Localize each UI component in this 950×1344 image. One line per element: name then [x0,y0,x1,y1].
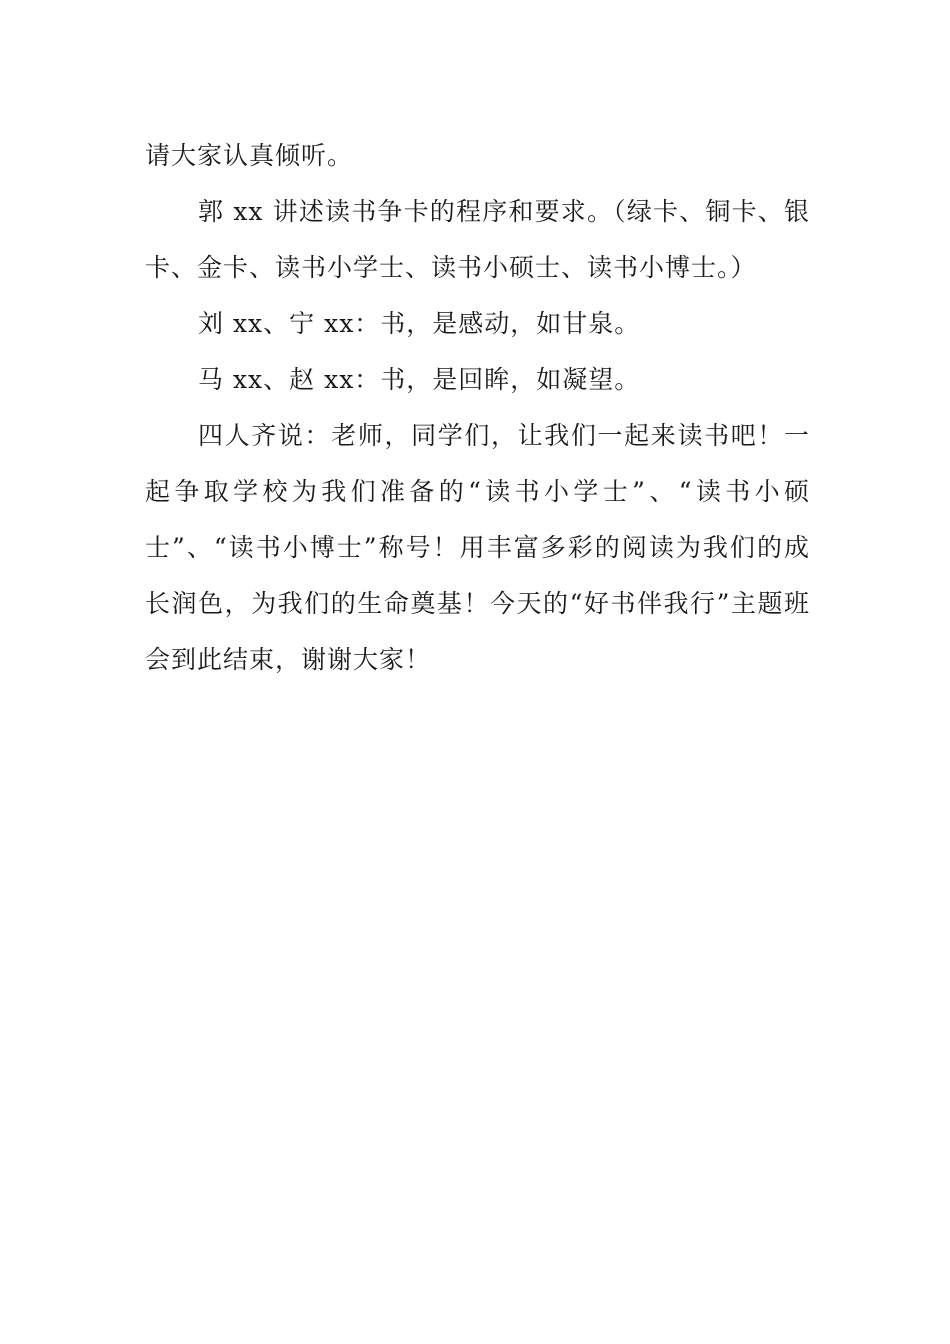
document-body [145,128,810,688]
paragraph-card-rules: 郭 xx 讲述读书争卡的程序和要求。（绿卡、铜卡、银卡、金卡、读书小学士、读书小硕士、读书小博士。） [145,197,810,282]
paragraph-group-closing: 四人齐说：老师，同学们，让我们一起来读书吧！一起争取学校为我们准备的“读书小学士”、“读书小硕士”、“读书小博士”称号！用丰富多彩的阅读为我们的成长润色，为我们的生命奠基！今天的“好书伴我行”主题班会到此结束，谢谢大家！ [145,421,810,674]
paragraph-line-ma-zhao: 马 xx、赵 xx：书，是回眸，如凝望。 [198,365,641,394]
paragraph-line-liu-ning: 刘 xx、宁 xx：书，是感动，如甘泉。 [198,309,641,338]
paragraph-closing-request: 请大家认真倾听。 [145,141,354,170]
